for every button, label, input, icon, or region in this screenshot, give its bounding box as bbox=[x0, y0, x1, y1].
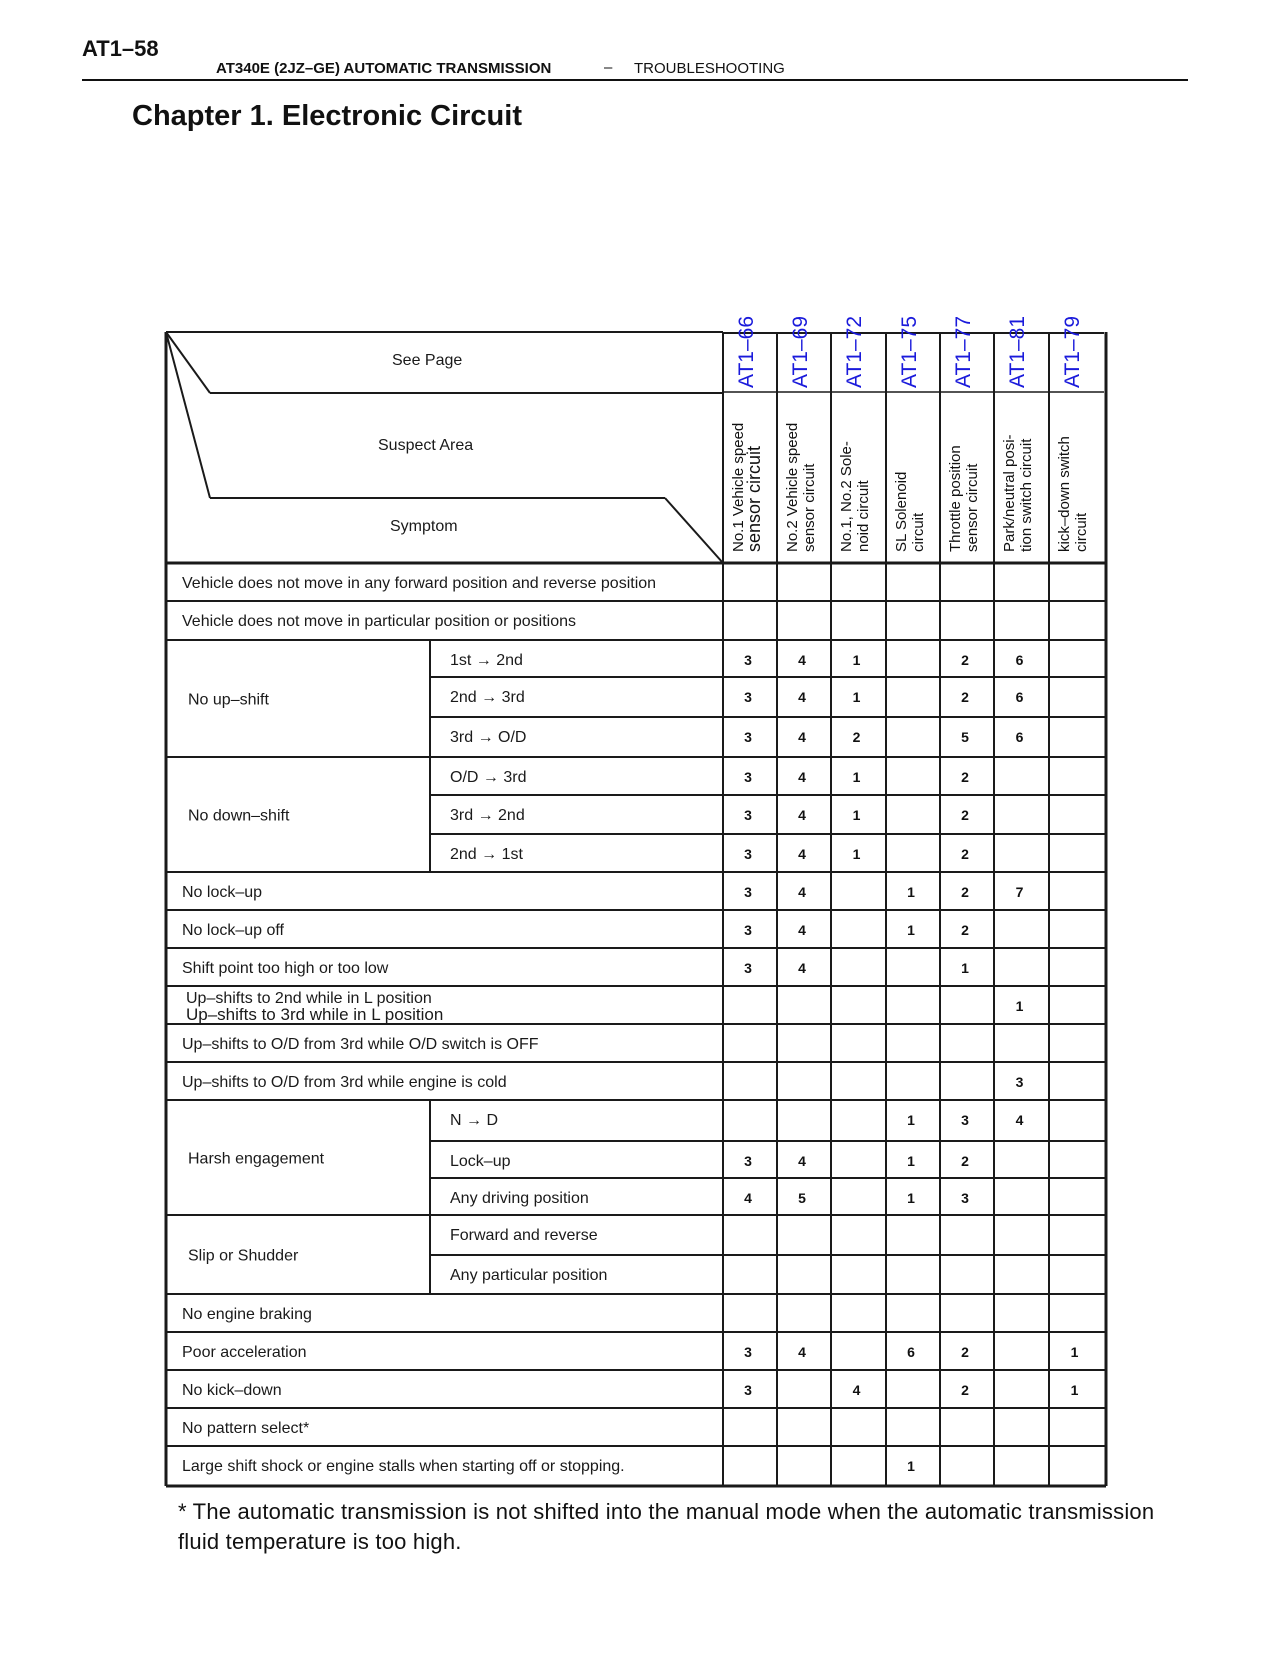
suspect-area-4-line-2: circuit bbox=[910, 512, 927, 552]
priority-value-r12-c6: 1 bbox=[1015, 998, 1024, 1014]
priority-value-r17-c2: 5 bbox=[798, 1190, 806, 1206]
symptom-label-3: No up–shift bbox=[188, 691, 269, 709]
priority-value-r22-c7: 1 bbox=[1070, 1382, 1079, 1398]
condition-label-19: Any particular position bbox=[450, 1267, 608, 1284]
grid-line bbox=[665, 498, 723, 563]
priority-value-r9-c4: 1 bbox=[907, 884, 915, 900]
symptom-label-21: Poor acceleration bbox=[182, 1344, 307, 1361]
header-separator: – bbox=[604, 59, 613, 76]
symptom-label-12: Up–shifts to 2nd while in L position bbox=[186, 990, 432, 1007]
priority-value-r6-c5: 2 bbox=[961, 769, 969, 785]
symptom-label-11: Shift point too high or too low bbox=[182, 960, 389, 977]
symptom-label-20: No engine braking bbox=[182, 1306, 312, 1323]
suspect-area-6-line-1: Park/neutral posi- bbox=[1001, 434, 1018, 552]
grid-line bbox=[166, 332, 210, 393]
priority-value-r9-c2: 4 bbox=[798, 884, 806, 900]
priority-value-r3-c3: 1 bbox=[852, 652, 861, 668]
symptom-label-9: No lock–up bbox=[182, 884, 263, 901]
priority-value-r15-c6: 4 bbox=[1015, 1112, 1024, 1128]
priority-value-r17-c4: 1 bbox=[907, 1190, 915, 1206]
footnote: * The automatic transmission is not shifted into the manual mode when the automatic transmission fluid temperature is too high. bbox=[178, 1499, 1155, 1554]
priority-value-r14-c6: 3 bbox=[1015, 1074, 1024, 1090]
suspect-area-7-line-1: kick–down switch bbox=[1056, 436, 1073, 552]
symptom-label: Symptom bbox=[390, 518, 458, 535]
condition-label-5: 3rd → O/D bbox=[450, 729, 527, 746]
priority-value-r8-c2: 4 bbox=[798, 846, 806, 862]
suspect-area-5-line-1: Throttle position bbox=[947, 445, 964, 552]
priority-value-r22-c1: 3 bbox=[744, 1382, 752, 1398]
condition-label-4: 2nd → 3rd bbox=[450, 689, 525, 706]
priority-value-r6-c1: 3 bbox=[744, 769, 752, 785]
priority-value-r15-c5: 3 bbox=[961, 1112, 969, 1128]
condition-label-8: 2nd → 1st bbox=[450, 846, 523, 863]
priority-value-r24-c4: 1 bbox=[907, 1458, 915, 1474]
suspect-area-2-line-1: No.2 Vehicle speed bbox=[784, 422, 801, 552]
priority-value-r4-c5: 2 bbox=[961, 689, 969, 705]
page-ref-5: AT1–77 bbox=[952, 316, 975, 388]
condition-label-15: N → D bbox=[450, 1112, 498, 1129]
page-ref-6: AT1–81 bbox=[1006, 316, 1029, 388]
section-name: TROUBLESHOOTING bbox=[634, 60, 785, 77]
priority-value-r9-c6: 7 bbox=[1015, 884, 1024, 900]
suspect-area-4-line-1: SL Solenoid bbox=[893, 471, 910, 552]
priority-value-r9-c5: 2 bbox=[961, 884, 969, 900]
chapter-title: Chapter 1. Electronic Circuit bbox=[132, 100, 522, 132]
priority-value-r9-c1: 3 bbox=[744, 884, 752, 900]
symptom-label-10: No lock–up off bbox=[182, 922, 284, 939]
priority-value-r3-c1: 3 bbox=[744, 652, 752, 668]
priority-value-r8-c1: 3 bbox=[744, 846, 752, 862]
condition-label-6: O/D → 3rd bbox=[450, 769, 527, 786]
see-page-label: See Page bbox=[392, 352, 463, 369]
symptom-label-2: Vehicle does not move in particular position or positions bbox=[182, 613, 576, 630]
symptom-label-6: No down–shift bbox=[188, 807, 290, 825]
priority-value-r5-c5: 5 bbox=[961, 729, 969, 745]
page-ref-7: AT1–79 bbox=[1061, 316, 1084, 388]
priority-value-r22-c3: 4 bbox=[852, 1382, 861, 1398]
priority-value-r4-c1: 3 bbox=[744, 689, 752, 705]
symptom-label-12-b: Up–shifts to 3rd while in L position bbox=[186, 1005, 444, 1024]
page-number: AT1–58 bbox=[82, 36, 159, 61]
page-ref-1: AT1–66 bbox=[735, 316, 758, 388]
priority-value-r4-c6: 6 bbox=[1015, 689, 1024, 705]
suspect-area-1-line-1: No.1 Vehicle speed bbox=[730, 422, 747, 552]
priority-value-r10-c2: 4 bbox=[798, 922, 806, 938]
suspect-area-label: Suspect Area bbox=[378, 437, 474, 454]
priority-value-r11-c5: 1 bbox=[961, 960, 969, 976]
suspect-area-1-line-2: sensor circuit bbox=[744, 445, 764, 552]
symptom-label-23: No pattern select* bbox=[182, 1420, 310, 1437]
priority-value-r16-c5: 2 bbox=[961, 1153, 969, 1169]
manual-title: AT340E (2JZ–GE) AUTOMATIC TRANSMISSION bbox=[216, 60, 552, 77]
priority-value-r11-c2: 4 bbox=[798, 960, 806, 976]
priority-value-r16-c2: 4 bbox=[798, 1153, 806, 1169]
symptom-label-13: Up–shifts to O/D from 3rd while O/D switch is OFF bbox=[182, 1036, 539, 1053]
suspect-area-3-line-1: No.1, No.2 Sole- bbox=[838, 441, 855, 552]
priority-value-r10-c1: 3 bbox=[744, 922, 752, 938]
priority-value-r5-c1: 3 bbox=[744, 729, 752, 745]
priority-value-r15-c4: 1 bbox=[907, 1112, 915, 1128]
table-header bbox=[378, 316, 1090, 552]
symptom-label-14: Up–shifts to O/D from 3rd while engine is cold bbox=[182, 1074, 507, 1091]
priority-value-r21-c4: 6 bbox=[907, 1344, 915, 1360]
priority-value-r6-c3: 1 bbox=[852, 769, 861, 785]
condition-label-17: Any driving position bbox=[450, 1190, 589, 1207]
priority-value-r7-c5: 2 bbox=[961, 807, 969, 823]
condition-label-18: Forward and reverse bbox=[450, 1227, 598, 1244]
page-ref-2: AT1–69 bbox=[789, 316, 812, 388]
priority-value-r22-c5: 2 bbox=[961, 1382, 969, 1398]
condition-label-3: 1st → 2nd bbox=[450, 652, 523, 669]
priority-value-r7-c2: 4 bbox=[798, 807, 806, 823]
priority-value-r5-c6: 6 bbox=[1015, 729, 1024, 745]
priority-value-r4-c2: 4 bbox=[798, 689, 806, 705]
priority-value-r21-c7: 1 bbox=[1070, 1344, 1079, 1360]
priority-value-r6-c2: 4 bbox=[798, 769, 806, 785]
priority-value-r17-c5: 3 bbox=[961, 1190, 969, 1206]
priority-value-r21-c5: 2 bbox=[961, 1344, 969, 1360]
priority-value-r7-c1: 3 bbox=[744, 807, 752, 823]
page-ref-4: AT1–75 bbox=[898, 316, 921, 388]
priority-value-r21-c2: 4 bbox=[798, 1344, 806, 1360]
suspect-area-6-line-2: tion switch circuit bbox=[1018, 438, 1035, 552]
priority-value-r5-c2: 4 bbox=[798, 729, 806, 745]
priority-value-r3-c5: 2 bbox=[961, 652, 969, 668]
condition-label-7: 3rd → 2nd bbox=[450, 807, 525, 824]
priority-value-r10-c4: 1 bbox=[907, 922, 915, 938]
priority-value-r11-c1: 3 bbox=[744, 960, 752, 976]
symptom-label-15: Harsh engagement bbox=[188, 1150, 325, 1168]
suspect-area-7-line-2: circuit bbox=[1073, 512, 1090, 552]
suspect-area-5-line-2: sensor circuit bbox=[964, 463, 981, 552]
suspect-area-3-line-2: noid circuit bbox=[855, 480, 872, 552]
priority-value-r16-c4: 1 bbox=[907, 1153, 915, 1169]
symptom-label-24: Large shift shock or engine stalls when starting off or stopping. bbox=[182, 1458, 625, 1475]
suspect-area-2-line-2: sensor circuit bbox=[801, 463, 818, 552]
priority-value-r17-c1: 4 bbox=[744, 1190, 752, 1206]
symptom-label-1: Vehicle does not move in any forward position and reverse position bbox=[182, 575, 657, 592]
priority-value-r5-c3: 2 bbox=[852, 729, 861, 745]
symptom-label-18: Slip or Shudder bbox=[188, 1247, 299, 1265]
priority-value-r16-c1: 3 bbox=[744, 1153, 752, 1169]
priority-value-r21-c1: 3 bbox=[744, 1344, 752, 1360]
page-ref-3: AT1–72 bbox=[843, 316, 866, 388]
priority-value-r7-c3: 1 bbox=[852, 807, 861, 823]
priority-value-r3-c6: 6 bbox=[1015, 652, 1024, 668]
grid-line bbox=[166, 332, 210, 498]
priority-value-r3-c2: 4 bbox=[798, 652, 806, 668]
priority-value-r8-c5: 2 bbox=[961, 846, 969, 862]
priority-value-r4-c3: 1 bbox=[852, 689, 861, 705]
symptom-label-22: No kick–down bbox=[182, 1382, 282, 1399]
priority-value-r10-c5: 2 bbox=[961, 922, 969, 938]
priority-value-r8-c3: 1 bbox=[852, 846, 861, 862]
condition-label-16: Lock–up bbox=[450, 1153, 511, 1170]
